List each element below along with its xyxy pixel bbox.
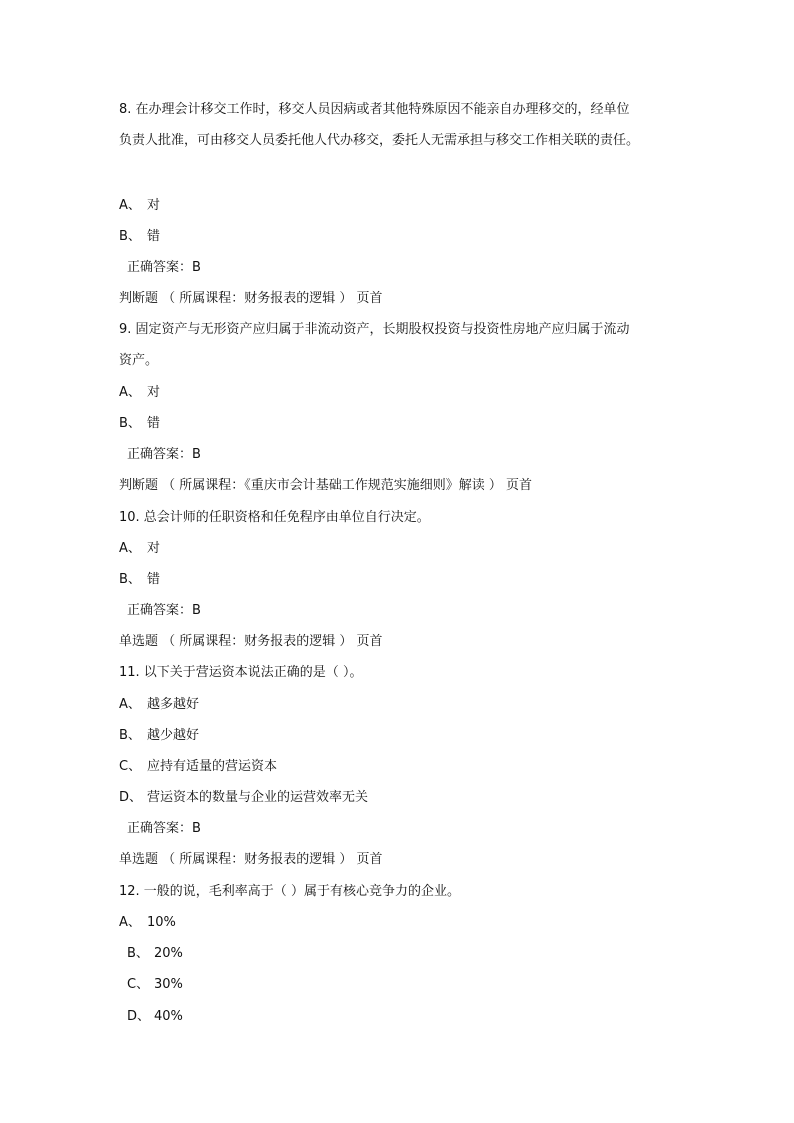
option-text: 对 xyxy=(147,198,161,213)
question-12-option-a xyxy=(119,915,176,931)
option-text: 对 xyxy=(147,385,161,400)
option-text: 营运资本的数量与企业的运营效率无关 xyxy=(147,790,369,805)
option-text: 越少越好 xyxy=(147,728,200,743)
option-text: 错 xyxy=(147,229,161,244)
question-11-option-d xyxy=(119,790,368,806)
option-text: 错 xyxy=(147,416,161,431)
question-10-answer: 正确答案：B xyxy=(127,603,201,618)
question-8-option-a xyxy=(119,198,160,214)
question-11-option-a xyxy=(119,697,199,713)
option-label: C、 xyxy=(127,977,150,992)
option-label: A、 xyxy=(119,385,141,400)
question-8-option-b xyxy=(119,229,160,245)
question-8-text-line2: 负责人批准，可由移交人员委托他人代办移交，委托人无需承担与移交工作相关联的责任。 xyxy=(119,133,640,148)
option-text: 40% xyxy=(154,1009,183,1024)
question-8-answer: 正确答案：B xyxy=(127,260,201,275)
question-9-text-line2: 资产。 xyxy=(119,353,159,368)
question-11-answer: 正确答案：B xyxy=(127,821,201,836)
question-9-answer: 正确答案：B xyxy=(127,447,201,462)
question-12-option-c xyxy=(127,977,183,993)
option-text: 错 xyxy=(147,572,161,587)
option-text: 越多越好 xyxy=(147,697,200,712)
question-12-option-b xyxy=(127,946,183,962)
question-11-text: 11. 以下关于营运资本说法正确的是（ ）。 xyxy=(119,665,363,680)
option-text: 应持有适量的营运资本 xyxy=(147,759,278,774)
question-11-option-c xyxy=(119,759,277,775)
question-11-option-b xyxy=(119,728,199,744)
option-label: B、 xyxy=(119,416,141,431)
question-9-text-line1: 9. 固定资产与无形资产应归属于非流动资产，长期股权投资与投资性房地产应归属于流动 xyxy=(119,322,630,337)
question-10-option-a xyxy=(119,541,160,557)
question-10-meta: 判断题 （ 所属课程：《重庆市会计基础工作规范实施细则》解读 ） 页首 xyxy=(119,478,533,493)
question-12-text: 12. 一般的说，毛利率高于（ ）属于有核心竞争力的企业。 xyxy=(119,884,460,899)
question-9-meta: 判断题 （ 所属课程：财务报表的逻辑 ） 页首 xyxy=(119,291,383,306)
option-text: 20% xyxy=(154,946,183,961)
question-11-meta: 单选题 （ 所属课程：财务报表的逻辑 ） 页首 xyxy=(119,634,383,649)
option-text: 30% xyxy=(154,977,183,992)
question-9-option-a xyxy=(119,385,160,401)
option-label: B、 xyxy=(119,728,141,743)
question-9-option-b xyxy=(119,416,160,432)
option-label: D、 xyxy=(127,1009,151,1024)
question-12-option-d xyxy=(127,1009,183,1025)
question-8-text-line1: 8. 在办理会计移交工作时，移交人员因病或者其他特殊原因不能亲自办理移交的，经单位 xyxy=(119,102,630,117)
question-12-meta: 单选题 （ 所属课程：财务报表的逻辑 ） 页首 xyxy=(119,852,383,867)
option-text: 10% xyxy=(147,915,176,930)
option-label: B、 xyxy=(119,229,141,244)
question-10-text: 10. 总会计师的任职资格和任免程序由单位自行决定。 xyxy=(119,510,430,525)
option-label: A、 xyxy=(119,697,141,712)
option-label: B、 xyxy=(127,946,149,961)
option-label: A、 xyxy=(119,915,141,930)
option-text: 对 xyxy=(147,541,161,556)
option-label: C、 xyxy=(119,759,142,774)
question-10-option-b xyxy=(119,572,160,588)
option-label: A、 xyxy=(119,541,141,556)
option-label: B、 xyxy=(119,572,141,587)
option-label: A、 xyxy=(119,198,141,213)
option-label: D、 xyxy=(119,790,143,805)
